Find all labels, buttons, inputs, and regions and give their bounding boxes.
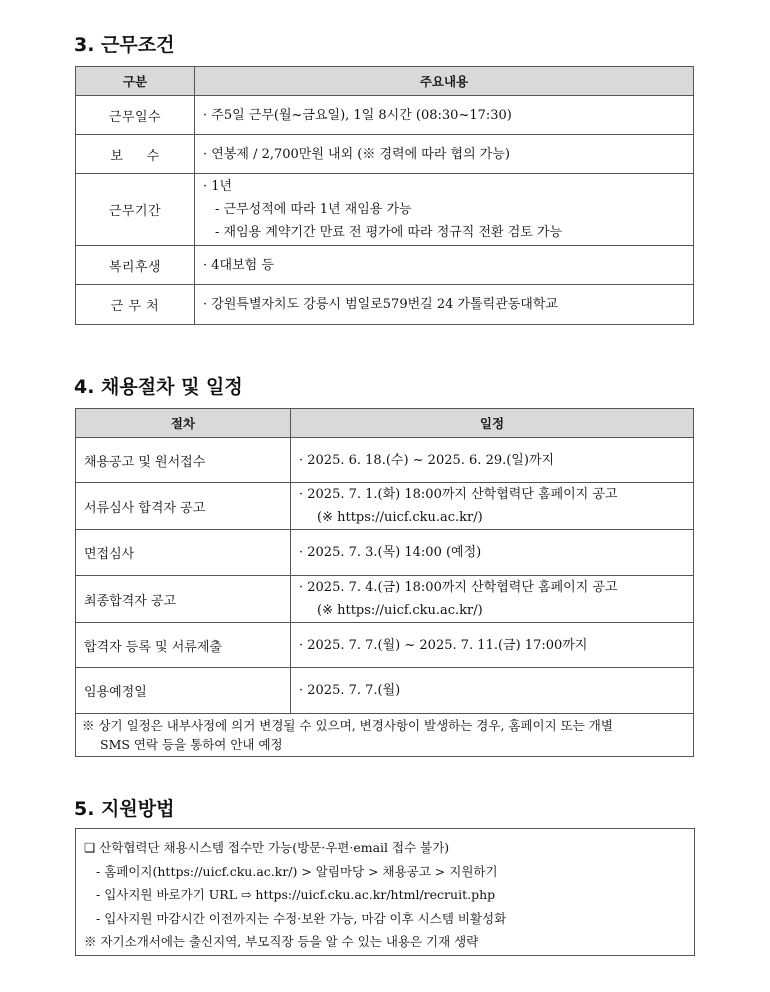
row-content <box>291 668 694 714</box>
table-row <box>76 483 694 530</box>
row-label: 서류심사 합격자 공고 <box>76 483 291 530</box>
row-content <box>195 174 694 246</box>
row-label: 근 무 처 <box>76 285 195 325</box>
schedule-table <box>75 408 694 757</box>
row-content <box>291 530 694 576</box>
row-label: 복리후생 <box>76 246 195 285</box>
row-label: 보 수 <box>76 135 195 174</box>
row-content <box>195 285 694 325</box>
row-line: · 2025. 6. 18.(수) ~ 2025. 6. 29.(일)까지 <box>299 452 555 468</box>
row-line: · 2025. 7. 7.(월) ~ 2025. 7. 11.(금) 17:00까지 <box>299 637 588 653</box>
row-content <box>291 438 694 483</box>
note-line: SMS 연락 등을 통하여 안내 예정 <box>100 737 283 752</box>
row-line: · 강원특별자치도 강릉시 범일로579번길 24 가톨릭관동대학교 <box>203 297 558 312</box>
table-row <box>76 135 694 174</box>
method-line: - 입사지원 바로가기 URL ⇨ https://uicf.cku.ac.kr/html/recruit.php <box>96 887 496 902</box>
row-line: · 2025. 7. 1.(화) 18:00까지 산학협력단 홈페이지 공고 <box>299 487 618 502</box>
row-label: 합격자 등록 및 서류제출 <box>76 623 291 668</box>
row-content <box>291 576 694 623</box>
row-line: · 2025. 7. 3.(목) 14:00 (예정) <box>299 545 482 560</box>
row-line: · 2025. 7. 7.(월) <box>299 683 401 698</box>
schedule-note <box>76 714 694 757</box>
row-line: - 재임용 계약기간 만료 전 평가에 따라 정규직 전환 검토 가능 <box>215 225 563 240</box>
row-content <box>195 135 694 174</box>
note-line: ※ 상기 일정은 내부사정에 의거 변경될 수 있으며, 변경사항이 발생하는 경우, 홈페이지 또는 개별 <box>82 718 613 733</box>
header-content: 주요내용 <box>195 67 694 96</box>
method-line: ❑ 산학협력단 채용시스템 접수만 가능(방문·우편·email 접수 불가) <box>84 840 450 855</box>
table-row <box>76 576 694 623</box>
section-5-title: 5. 지원방법 <box>74 798 175 820</box>
table-row <box>76 96 694 135</box>
table-row <box>76 530 694 576</box>
row-line: · 1년 <box>203 179 233 194</box>
row-content <box>291 483 694 530</box>
row-line: (※ https://uicf.cku.ac.kr/) <box>317 510 483 525</box>
row-label: 근무기간 <box>76 174 195 246</box>
header-step: 절차 <box>76 409 291 438</box>
table-header-row <box>76 67 694 96</box>
application-method-box <box>75 828 695 956</box>
table-row <box>76 246 694 285</box>
method-line: - 홈페이지(https://uicf.cku.ac.kr/) > 알림마당 > 채용공고 > 지원하기 <box>96 863 498 879</box>
row-label: 근무일수 <box>76 96 195 135</box>
method-line: - 입사지원 마감시간 이전까지는 수정·보완 가능, 마감 이후 시스템 비활성화 <box>96 910 507 926</box>
row-label: 최종합격자 공고 <box>76 576 291 623</box>
work-conditions-table <box>75 66 694 325</box>
row-label: 채용공고 및 원서접수 <box>76 438 291 483</box>
header-schedule: 일정 <box>291 409 694 438</box>
row-line: · 4대보험 등 <box>203 257 274 273</box>
row-line: · 연봉제 / 2,700만원 내외 (※ 경력에 따라 협의 가능) <box>203 146 510 162</box>
row-content <box>291 623 694 668</box>
row-line: - 근무성적에 따라 1년 재임용 가능 <box>215 202 412 217</box>
table-row <box>76 623 694 668</box>
section-4-title: 4. 채용절차 및 일정 <box>74 376 243 398</box>
row-label: 임용예정일 <box>76 668 291 714</box>
method-line: ※ 자기소개서에는 출신지역, 부모직장 등을 알 수 있는 내용은 기재 생략 <box>84 934 479 949</box>
row-content <box>195 96 694 135</box>
section-3-title: 3. 근무조건 <box>74 34 175 56</box>
header-category: 구분 <box>76 67 195 96</box>
table-row <box>76 438 694 483</box>
table-row <box>76 174 694 246</box>
row-line: · 2025. 7. 4.(금) 18:00까지 산학협력단 홈페이지 공고 <box>299 580 618 595</box>
row-label: 면접심사 <box>76 530 291 576</box>
note-row <box>76 714 694 757</box>
table-row <box>76 668 694 714</box>
table-header-row <box>76 409 694 438</box>
row-line: · 주5일 근무(월~금요일), 1일 8시간 (08:30~17:30) <box>203 107 512 123</box>
row-line: (※ https://uicf.cku.ac.kr/) <box>317 603 483 618</box>
row-content <box>195 246 694 285</box>
table-row <box>76 285 694 325</box>
